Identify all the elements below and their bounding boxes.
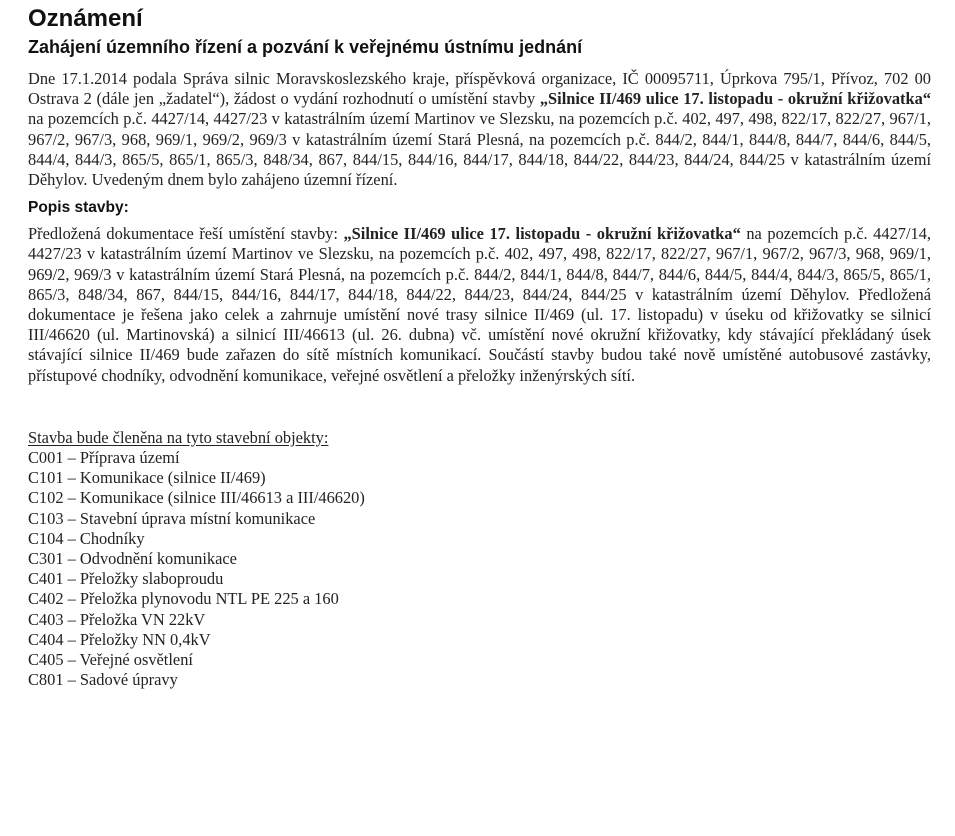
list-item: C801 – Sadové úpravy: [28, 670, 178, 690]
description-text-end: na pozemcích p.č. 4427/14, 4427/23 v katastrálním území Martinov ve Slezsku, na pozemcích p.č. 402, 497, 498, 822/17, 822/27, 967/1, 967/2, 967/3, 968, 969/1, 969/2, 969/3 v katastrálním území Stará Plesná, na pozemcích p.č. 844/2, 844/1, 844/8, 844/7, 844/6, 844/5, 844/4, 844/3, 865/5, 865/1, 865/3, 848/34, 867, 844/15, 844/16, 844/17, 844/18, 844/22, 844/23, 844/24, 844/25 v katastrálním území Děhylov. Předložená dokumentace je řešena jako celek a zahrnuje umístění nové trasy silnice II/469 (ul. 17. listopadu) v úseku od křižovatky se silnicí III/46620 (ul. Martinovská) a silnicí III/46613 (ul. 26. dubna) vč. umístění nové okružní křižovatky, kdy stávající překládaný úsek stávající silnice II/469 bude zařazen do sítě místních komunikací. Součástí stavby budou také nově umístěné autobusové zastávky, přístupové chodníky, odvodnění komunikace, veřejné osvětlení a přeložky inženýrských sítí.: [28, 224, 931, 385]
description-paragraph: [28, 224, 931, 386]
section-heading-description: Popis stavby:: [28, 199, 129, 217]
list-item: C405 – Veřejné osvětlení: [28, 650, 193, 670]
list-item: C403 – Přeložka VN 22kV: [28, 609, 206, 629]
objects-list-title: Stavba bude členěna na tyto stavební objekty:: [28, 427, 329, 447]
list-item: C102 – Komunikace (silnice III/46613 a III/46620): [28, 488, 365, 508]
list-item: C402 – Přeložka plynovodu NTL PE 225 a 160: [28, 589, 339, 609]
description-project-name: „Silnice II/469 ulice 17. listopadu - okružní křižovatka“: [343, 224, 741, 244]
intro-text-end: na pozemcích p.č. 4427/14, 4427/23 v katastrálním území Martinov ve Slezsku, na pozemcích p.č. 402, 497, 498, 822/17, 822/27, 967/1, 967/2, 967/3, 968, 969/1, 969/2, 969/3 v katastrálním území Stará Plesná, na pozemcích p.č. 844/2, 844/1, 844/8, 844/7, 844/6, 844/5, 844/4, 844/3, 865/5, 865/1, 865/3, 848/34, 867, 844/15, 844/16, 844/17, 844/18, 844/22, 844/23, 844/24, 844/25 v katastrálním území Děhylov. Uvedeným dnem bylo zahájeno územní řízení.: [28, 109, 931, 190]
list-item: C104 – Chodníky: [28, 528, 145, 548]
list-item: C103 – Stavební úprava místní komunikace: [28, 508, 316, 528]
page-title: Oznámení: [28, 5, 143, 32]
objects-list: [28, 448, 931, 690]
list-item: C401 – Přeložky slaboproudu: [28, 569, 224, 589]
list-item: C101 – Komunikace (silnice II/469): [28, 468, 266, 488]
list-item: C001 – Příprava území: [28, 448, 180, 468]
list-item: C404 – Přeložky NN 0,4kV: [28, 629, 211, 649]
intro-project-name: „Silnice II/469 ulice 17. listopadu - okružní křižovatka“: [539, 89, 932, 109]
description-text-start: Předložená dokumentace řeší umístění stavby:: [28, 224, 344, 244]
page-subtitle: Zahájení územního řízení a pozvání k veřejnému ústnímu jednání: [28, 37, 583, 57]
list-item: C301 – Odvodnění komunikace: [28, 549, 237, 569]
intro-paragraph: [28, 69, 931, 190]
intro-text-start: Dne 17.1.2014 podala Správa silnic Moravskoslezského kraje, příspěvková organizace, IČ 00095711, Úprkova 795/1, Přívoz, 702 00 Ostrava 2 (dále jen „žadatel“), žádost o vydání rozhodnutí o umístění stavby: [28, 69, 931, 109]
